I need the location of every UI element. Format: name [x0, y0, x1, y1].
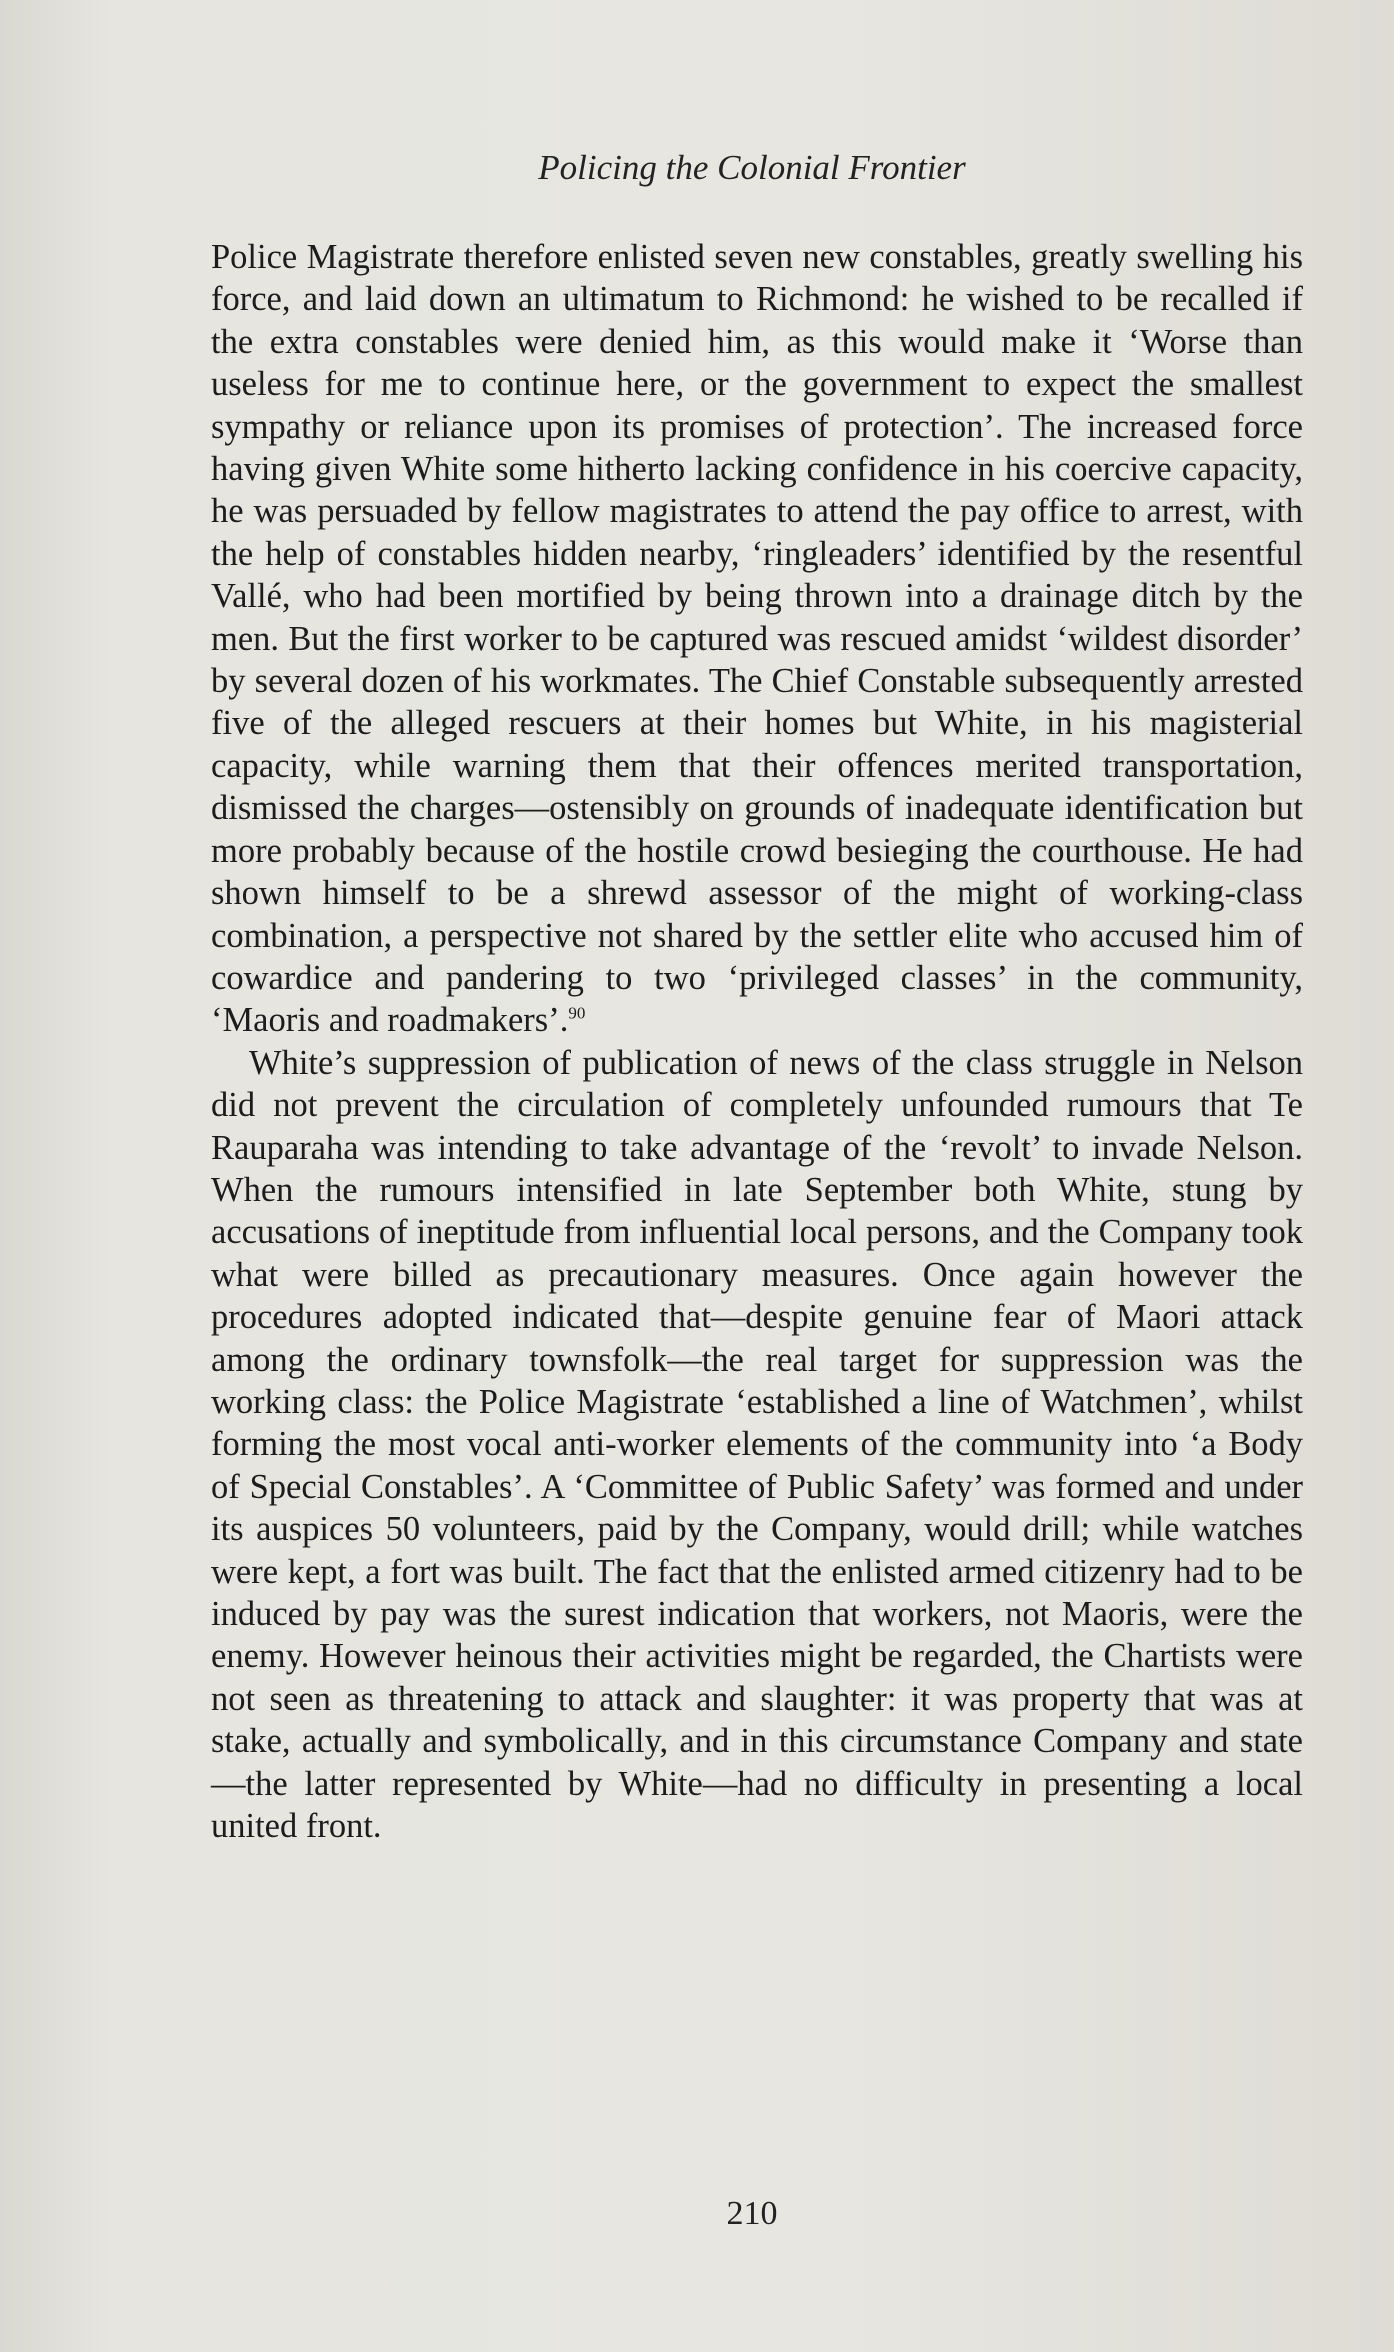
- paragraph-2: White’s suppression of publication of news of the class struggle in Nelson did not prevent the circulation of completely unfounded rumours that Te Rauparaha was intending to take advantage of the ‘revolt’ to invade Nelson. When the rumours intensified in late September both White, stung by accusations of ineptitude from influential local persons, and the Company took what were billed as precautionary measures. Once again however the procedures adopted indicated that—despite genuine fear of Maori attack among the ordinary townsfolk—the real target for suppression was the working class: the Police Magistrate ‘established a line of Watchmen’, whilst forming the most vocal anti-worker elements of the community into ‘a Body of Special Constables’. A ‘Committee of Public Safety’ was formed and under its auspices 50 volunteers, paid by the Company, would drill; while watches were kept, a fort was built. The fact that the enlisted armed citizenry had to be induced by pay was the surest indication that workers, not Maoris, were the enemy. However heinous their activities might be regarded, the Chartists were not seen as threatening to attack and slaughter: it was property that was at stake, actually and symbolically, and in this circumstance Company and state—the latter represented by White—had no difficulty in presenting a local united front.: [211, 1043, 1303, 1846]
- page-number: 210: [726, 2195, 778, 2232]
- paragraph-1-text: Police Magistrate therefore enlisted seven new constables, greatly swelling his force, and laid down an ultimatum to Richmond: he wished to be recalled if the extra constables were denied him, as this would make it ‘Worse than useless for me to continue here, or the government to expect the smallest sympathy or reliance upon its promises of protection’. The increased force having given White some hitherto lacking confidence in his coercive capacity, he was persuaded by fellow magistrates to attend the pay office to arrest, with the help of constables hidden nearby, ‘ringleaders’ identified by the resentful Vallé, who had been mortified by being thrown into a drainage ditch by the men. But the first worker to be captured was rescued amidst ‘wildest disorder’ by several dozen of his workmates. The Chief Constable subsequently arrested five of the alleged rescuers at their homes but White, in his magisterial capacity, while warning them that their offences merited transportation, dismissed the charges—ostensibly on grounds of inadequate identification but more probably because of the hostile crowd besieging the courthouse. He had shown himself to be a shrewd assessor of the might of working-class combination, a perspective not shared by the settler elite who accused him of cowardice and pandering to two ‘privileged classes’ in the community, ‘Maoris and roadmakers’.: [211, 238, 1303, 1040]
- paragraph-1: [211, 236, 1303, 1042]
- footnote-reference-90: 90: [568, 1003, 586, 1023]
- body-text: [211, 236, 1303, 1847]
- running-head-title: Policing the Colonial Frontier: [538, 148, 966, 187]
